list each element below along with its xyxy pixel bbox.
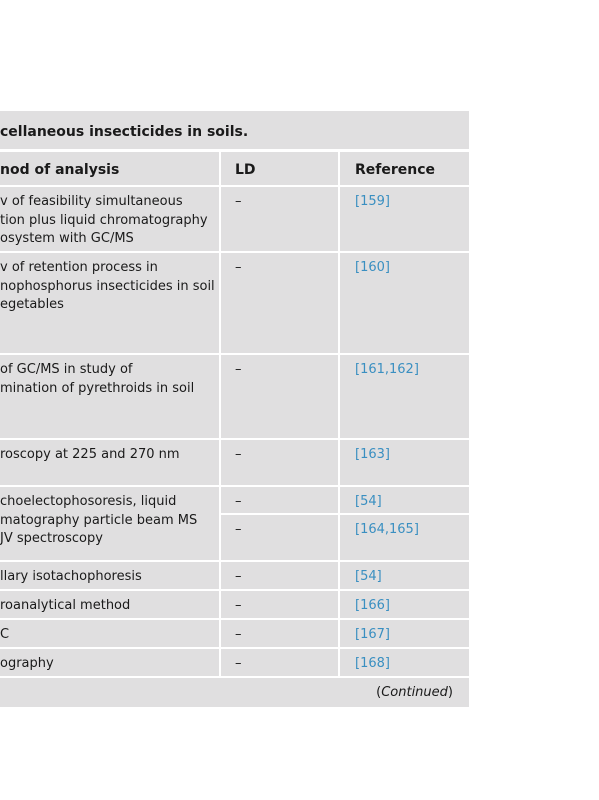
method-cell [0,439,220,486]
method-line: nophosphorus insecticides in soil [0,278,215,294]
reference-cell [339,354,469,439]
ld-cell: – [220,486,339,514]
method-cell [0,561,220,590]
reference-link[interactable]: [167] [355,627,390,642]
ld-cell: – [220,354,339,439]
table-row [0,486,469,514]
insecticides-table [0,111,469,707]
ld-cell: – [220,439,339,486]
method-line: ography [0,656,54,671]
reference-link[interactable]: [159] [355,194,390,209]
reference-cell [339,439,469,486]
method-cell [0,648,220,676]
method-line: mination of pyrethroids in soil [0,380,195,396]
reference-cell [339,514,469,561]
reference-cell [339,186,469,252]
method-line: of GC/MS in study of [0,362,133,377]
reference-link[interactable]: [54] [355,494,382,509]
method-cell [0,590,220,619]
reference-link[interactable]: [54] [355,569,382,584]
reference-link[interactable]: [160] [355,260,390,275]
method-cell [0,186,220,252]
method-line: tion plus liquid chromatography [0,212,208,228]
reference-link[interactable]: [163] [355,447,390,462]
ld-cell: – [220,561,339,590]
reference-cell [339,648,469,676]
method-cell [0,619,220,648]
table-row [0,561,469,590]
table-row [0,186,469,252]
reference-cell [339,561,469,590]
reference-link[interactable]: [161,162] [355,362,419,377]
reference-cell [339,486,469,514]
table-row [0,439,469,486]
method-line: v of feasibility simultaneous [0,194,183,209]
table-row [0,590,469,619]
method-line: roscopy at 225 and 270 nm [0,447,180,462]
data-table [0,152,469,676]
ld-cell: – [220,619,339,648]
reference-link[interactable]: [168] [355,656,390,671]
method-line: v of retention process in [0,260,158,275]
method-line: egetables [0,297,64,312]
ld-cell: – [220,252,339,354]
header-ld: LD [220,152,339,186]
method-line: C [0,627,10,642]
continued-word: Continued [381,685,448,700]
method-line: roanalytical method [0,598,131,613]
header-row [0,152,469,186]
table-row [0,252,469,354]
table-caption: cellaneous insecticides in soils. [0,111,469,152]
method-cell [0,252,220,354]
table-row [0,354,469,439]
header-reference: Reference [339,152,469,186]
method-line: llary isotachophoresis [0,569,142,584]
reference-link[interactable]: [164,165] [355,522,419,537]
table-row [0,619,469,648]
continued-open: ( [376,685,382,700]
ld-cell: – [220,648,339,676]
table-row [0,648,469,676]
ld-cell: – [220,590,339,619]
method-line: choelectophosoresis, liquid [0,494,177,509]
method-cell [0,486,220,561]
reference-cell [339,619,469,648]
ld-cell: – [220,186,339,252]
method-cell [0,354,220,439]
reference-cell [339,252,469,354]
reference-cell [339,590,469,619]
method-line: osystem with GC/MS [0,231,134,246]
continued-close: ) [447,685,453,700]
method-line: matography particle beam MS [0,512,198,528]
ld-cell: – [220,514,339,561]
continued-note [0,676,469,707]
method-line: JV spectroscopy [0,531,103,546]
reference-link[interactable]: [166] [355,598,390,613]
header-method: nod of analysis [0,152,220,186]
